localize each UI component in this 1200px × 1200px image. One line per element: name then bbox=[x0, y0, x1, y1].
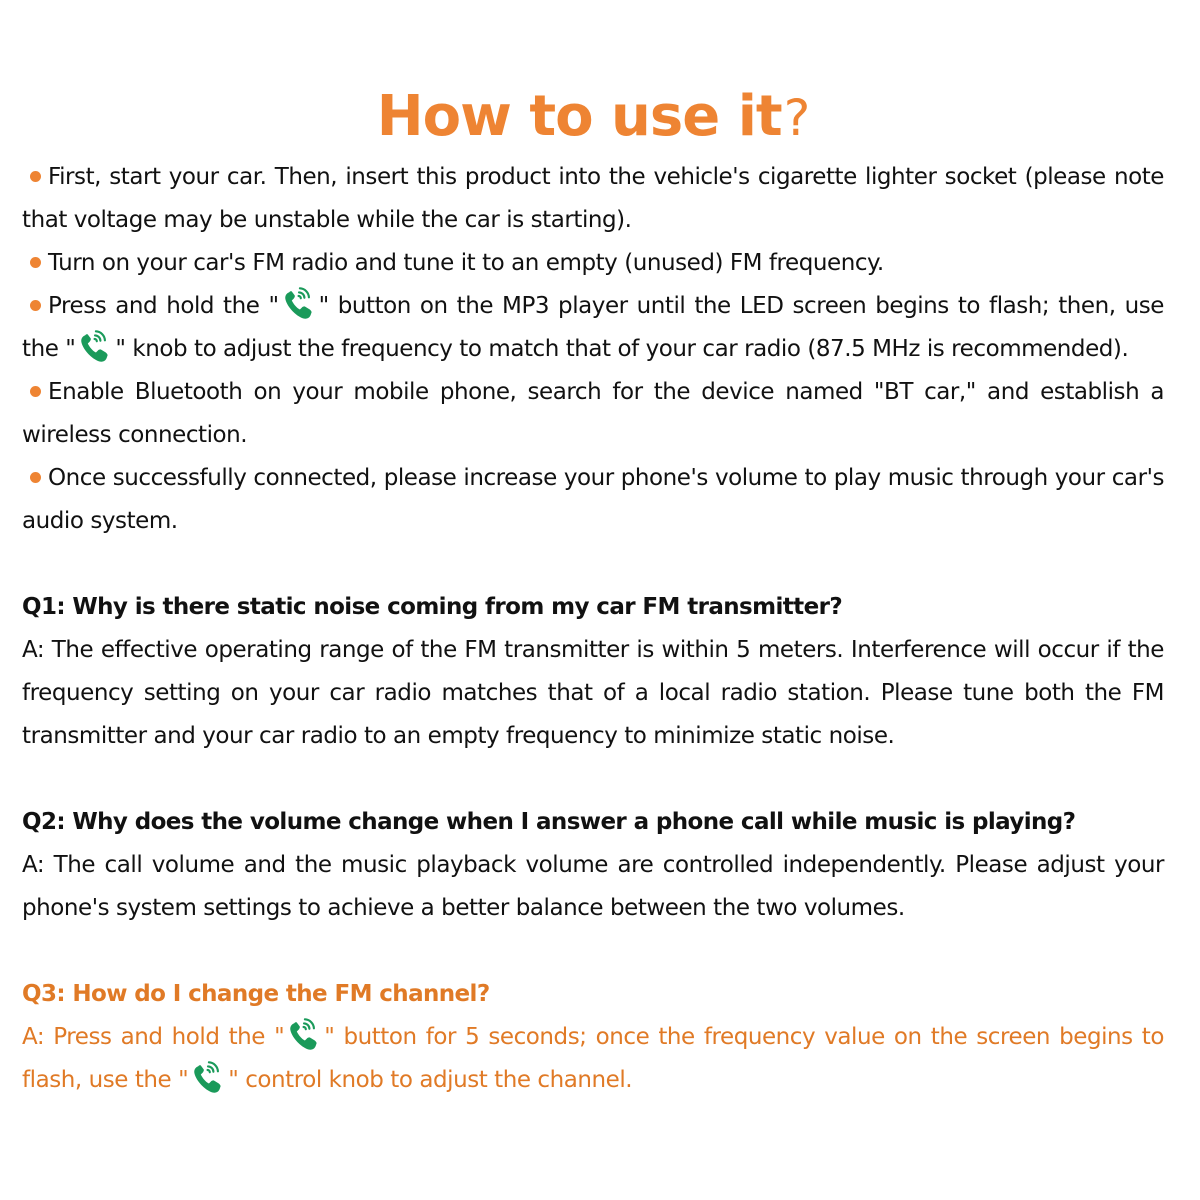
step-text-part1: Press and hold the " bbox=[48, 293, 279, 319]
faq-item-q3 bbox=[22, 973, 1164, 1102]
faq-answer-part3: " control knob to adjust the channel. bbox=[228, 1067, 633, 1093]
step-item bbox=[22, 457, 1164, 543]
phone-call-icon bbox=[286, 1018, 322, 1054]
step-item bbox=[22, 371, 1164, 457]
spacer bbox=[22, 543, 1164, 586]
faq-question: Q3: How do I change the FM channel? bbox=[22, 981, 490, 1007]
step-text-part3: " knob to adjust the frequency to match that of your car radio (87.5 MHz is recommended). bbox=[115, 336, 1129, 362]
spacer bbox=[22, 930, 1164, 973]
faq-question: Q2: Why does the volume change when I answer a phone call while music is playing? bbox=[22, 809, 1076, 835]
faq-answer-part1: A: Press and hold the " bbox=[22, 1024, 285, 1050]
faq-item-q2 bbox=[22, 801, 1164, 930]
step-text: Once successfully connected, please increase your phone's volume to play music through your car's audio system. bbox=[22, 465, 1164, 534]
step-text-part2: " button on the MP3 player until the LED screen begins to flash; then, use the " bbox=[22, 293, 1164, 362]
step-text: Enable Bluetooth on your mobile phone, search for the device named "BT car," and establish a wireless connection. bbox=[22, 379, 1164, 448]
phone-call-icon bbox=[281, 287, 317, 323]
usage-steps bbox=[22, 156, 1164, 543]
step-item bbox=[22, 156, 1164, 242]
faq-item-q1 bbox=[22, 586, 1164, 758]
bullet-icon bbox=[30, 386, 41, 397]
bullet-icon bbox=[30, 257, 41, 268]
title-text: How to use it bbox=[376, 84, 782, 149]
instruction-page bbox=[22, 0, 1164, 1102]
step-text: Turn on your car's FM radio and tune it to an empty (unused) FM frequency. bbox=[48, 250, 884, 276]
faq-answer-part2: " button for 5 seconds; once the frequency value on the screen begins to flash, use the " bbox=[22, 1024, 1164, 1093]
phone-call-icon bbox=[77, 330, 113, 366]
bullet-icon bbox=[30, 300, 41, 311]
bullet-icon bbox=[30, 472, 41, 483]
faq-answer: A: The call volume and the music playback volume are controlled independently. Please adjust your phone's system settings to achieve a better balance between the two volumes. bbox=[22, 852, 1164, 921]
faq-question: Q1: Why is there static noise coming from my car FM transmitter? bbox=[22, 594, 843, 620]
step-item bbox=[22, 242, 1164, 285]
faq-answer: A: The effective operating range of the FM transmitter is within 5 meters. Interference will occur if the frequency setting on your car radio matches that of a local radio station. Please tune both the FM transmitter and your car radio to an empty frequency to minimize static noise. bbox=[22, 637, 1164, 749]
spacer bbox=[22, 758, 1164, 801]
title-question-mark: ? bbox=[783, 89, 810, 147]
bullet-icon bbox=[30, 171, 41, 182]
phone-call-icon bbox=[190, 1061, 226, 1097]
step-item bbox=[22, 285, 1164, 371]
faq-answer bbox=[22, 1016, 1164, 1102]
step-text: First, start your car. Then, insert this product into the vehicle's cigarette lighter socket (please note that voltage may be unstable while the car is starting). bbox=[22, 164, 1164, 233]
page-title bbox=[22, 85, 1164, 150]
